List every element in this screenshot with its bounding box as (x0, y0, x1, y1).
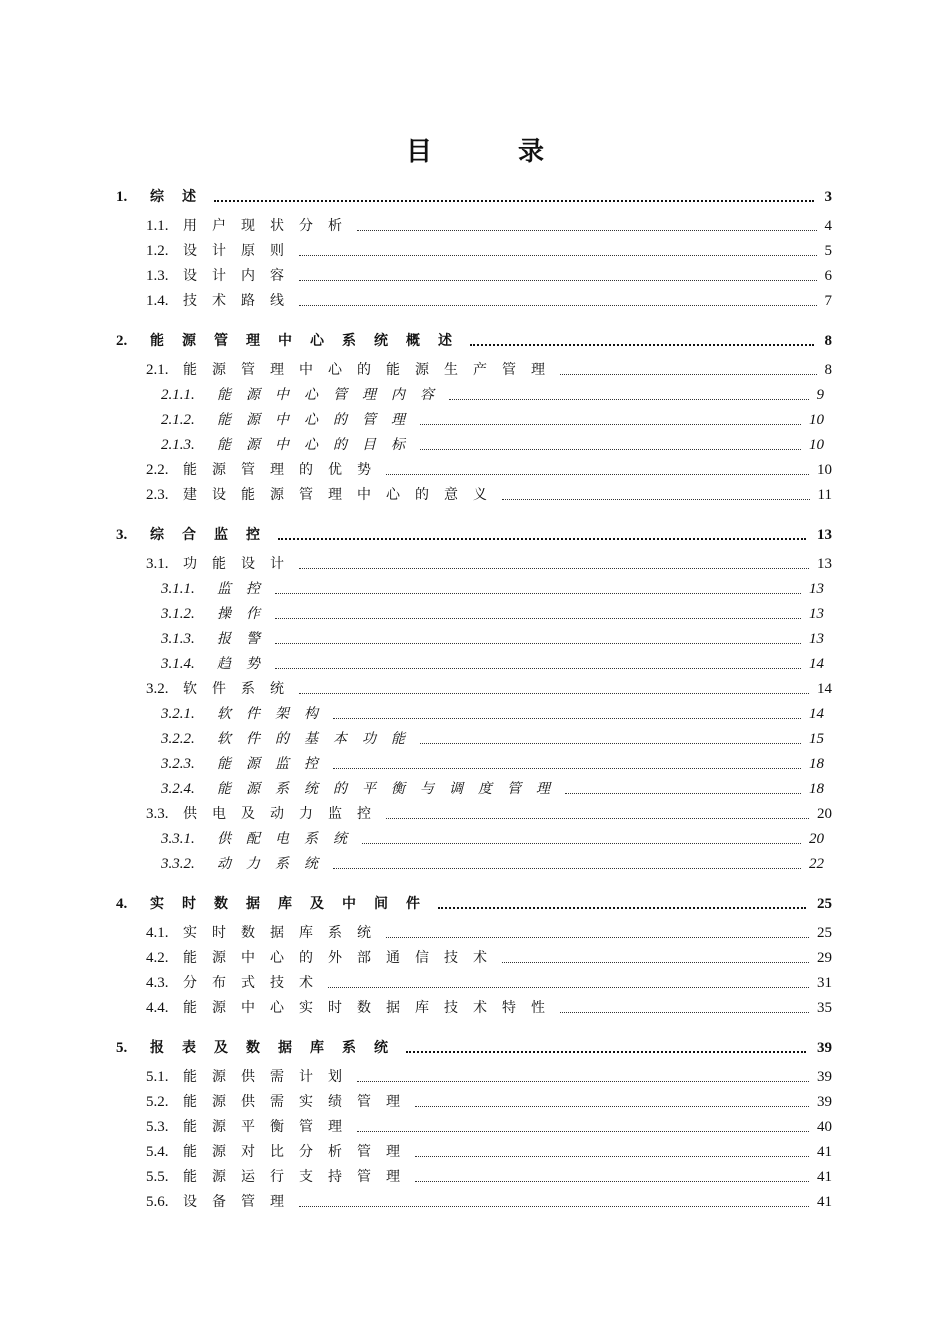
toc-entry-number: 3.2. (146, 681, 169, 697)
toc-entry-level-2[interactable] (0, 677, 950, 702)
toc-entry-level-2[interactable] (0, 358, 950, 383)
toc-entry-title: 功能设计 (183, 556, 299, 572)
toc-entry-number: 5.4. (146, 1144, 169, 1160)
toc-entry-page-number: 13 (809, 581, 824, 597)
toc-entry-title: 能源对比分析管理 (183, 1144, 415, 1160)
toc-entry-number: 2.2. (146, 462, 169, 478)
toc-entry-title: 供配电系统 (217, 831, 362, 847)
toc-entry-title: 能源中心的外部通信技术 (183, 950, 502, 966)
toc-entry-title: 软件的基本功能 (217, 731, 420, 747)
toc-entry-number: 1.1. (146, 218, 169, 234)
toc-entry-page-number: 6 (824, 268, 832, 284)
toc-entry-title: 报警 (217, 631, 275, 647)
toc-entry-level-2[interactable] (0, 946, 950, 971)
toc-entry-title: 趋势 (217, 656, 275, 672)
toc-entry-title: 监控 (217, 581, 275, 597)
toc-entry-page-number: 39 (817, 1069, 832, 1085)
toc-entry-number: 3.2.2. (161, 731, 195, 747)
page-title: 目 录 (405, 137, 574, 167)
toc-entry-number: 5. (116, 1039, 128, 1056)
toc-entry-level-2[interactable] (0, 458, 950, 483)
toc-entry-page-number: 10 (809, 412, 824, 428)
toc-entry-title: 能源管理的优势 (183, 462, 386, 478)
toc-dot-leader (560, 1011, 809, 1013)
toc-entry-title: 软件系统 (183, 681, 299, 697)
toc-entry-page-number: 31 (817, 975, 832, 991)
toc-entry-page-number: 4 (824, 218, 832, 234)
toc-entry-page-number: 39 (817, 1094, 832, 1110)
toc-entry-title: 报表及数据库系统 (150, 1039, 406, 1056)
toc-entry-page-number: 35 (817, 1000, 832, 1016)
toc-entry-number: 2. (116, 332, 128, 349)
toc-entry-level-2[interactable] (0, 239, 950, 264)
toc-entry-page-number: 20 (809, 831, 824, 847)
toc-entry-page-number: 13 (809, 631, 824, 647)
toc-dot-leader (420, 742, 801, 744)
toc-entry-page-number: 39 (817, 1039, 832, 1056)
toc-entry-level-2[interactable] (0, 1165, 950, 1190)
toc-entry-number: 4. (116, 895, 128, 912)
toc-entry-title: 软件架构 (217, 706, 333, 722)
toc-dot-leader (502, 498, 810, 500)
table-of-contents (0, 180, 950, 1215)
toc-entry-level-2[interactable] (0, 264, 950, 289)
toc-entry-number: 1.4. (146, 293, 169, 309)
toc-dot-leader (275, 592, 801, 594)
toc-entry-page-number: 25 (817, 895, 832, 912)
toc-entry-level-2[interactable] (0, 214, 950, 239)
toc-entry-number: 4.1. (146, 925, 169, 941)
toc-entry-page-number: 41 (817, 1169, 832, 1185)
toc-entry-level-3[interactable] (0, 627, 950, 652)
toc-entry-level-3[interactable] (0, 827, 950, 852)
toc-dot-leader (415, 1155, 809, 1157)
toc-entry-number: 3.3.1. (161, 831, 195, 847)
toc-dot-leader (406, 1050, 806, 1053)
toc-entry-level-3[interactable] (0, 852, 950, 877)
toc-dot-leader (449, 398, 809, 400)
toc-entry-page-number: 20 (817, 806, 832, 822)
toc-dot-leader (357, 1130, 809, 1132)
toc-entry-title: 能源管理中心的能源生产管理 (183, 362, 560, 378)
toc-entry-page-number: 14 (809, 706, 824, 722)
toc-entry-level-3[interactable] (0, 433, 950, 458)
toc-entry-level-3[interactable] (0, 777, 950, 802)
toc-entry-number: 5.2. (146, 1094, 169, 1110)
toc-dot-leader (502, 961, 809, 963)
toc-entry-title: 实时数据库及中间件 (150, 895, 438, 912)
toc-entry-page-number: 18 (809, 756, 824, 772)
toc-entry-number: 3.3.2. (161, 856, 195, 872)
toc-dot-leader (386, 936, 809, 938)
toc-entry-title: 能源供需实绩管理 (183, 1094, 415, 1110)
toc-entry-level-2[interactable] (0, 1140, 950, 1165)
toc-entry-level-3[interactable] (0, 408, 950, 433)
toc-dot-leader (299, 567, 809, 569)
toc-entry-title: 能源中心实时数据库技术特性 (183, 1000, 560, 1016)
toc-entry-level-2[interactable] (0, 921, 950, 946)
toc-entry-title: 设备管理 (183, 1194, 299, 1210)
toc-entry-level-2[interactable] (0, 996, 950, 1021)
toc-entry-number: 4.4. (146, 1000, 169, 1016)
toc-entry-title: 操作 (217, 606, 275, 622)
toc-entry-level-1[interactable] (0, 1031, 950, 1065)
toc-entry-page-number: 41 (817, 1144, 832, 1160)
toc-dot-leader (560, 373, 817, 375)
toc-entry-page-number: 14 (809, 656, 824, 672)
toc-entry-number: 1.2. (146, 243, 169, 259)
toc-entry-number: 3.1.2. (161, 606, 195, 622)
toc-entry-title: 建设能源管理中心的意义 (183, 487, 502, 503)
toc-entry-title: 供电及动力监控 (183, 806, 386, 822)
toc-entry-page-number: 40 (817, 1119, 832, 1135)
toc-entry-page-number: 25 (817, 925, 832, 941)
toc-entry-title: 能源运行支持管理 (183, 1169, 415, 1185)
toc-entry-number: 1. (116, 188, 128, 205)
toc-entry-level-1[interactable] (0, 180, 950, 214)
toc-entry-number: 4.3. (146, 975, 169, 991)
toc-entry-page-number: 8 (824, 332, 832, 349)
toc-entry-page-number: 11 (817, 487, 832, 503)
toc-entry-page-number: 29 (817, 950, 832, 966)
toc-entry-number: 3.1.4. (161, 656, 195, 672)
toc-dot-leader (470, 343, 814, 346)
toc-entry-page-number: 13 (817, 556, 832, 572)
toc-dot-leader (214, 199, 814, 202)
toc-dot-leader (299, 279, 817, 281)
toc-dot-leader (299, 304, 817, 306)
toc-entry-level-1[interactable] (0, 887, 950, 921)
toc-entry-page-number: 18 (809, 781, 824, 797)
toc-entry-number: 3.2.1. (161, 706, 195, 722)
toc-entry-page-number: 14 (817, 681, 832, 697)
toc-entry-page-number: 22 (809, 856, 824, 872)
toc-dot-leader (415, 1180, 809, 1182)
toc-entry-number: 3.3. (146, 806, 169, 822)
toc-entry-title: 能源系统的平衡与调度管理 (217, 781, 565, 797)
toc-dot-leader (328, 986, 809, 988)
toc-entry-number: 2.1.3. (161, 437, 195, 453)
toc-entry-title: 能源中心的管理 (217, 412, 420, 428)
toc-dot-leader (415, 1105, 809, 1107)
toc-dot-leader (275, 642, 801, 644)
toc-dot-leader (420, 423, 801, 425)
toc-entry-title: 能源管理中心系统概述 (150, 332, 470, 349)
toc-entry-level-2[interactable] (0, 1065, 950, 1090)
toc-entry-title: 设计原则 (183, 243, 299, 259)
toc-entry-title: 能源平衡管理 (183, 1119, 357, 1135)
toc-dot-leader (565, 792, 801, 794)
toc-entry-level-3[interactable] (0, 752, 950, 777)
toc-entry-number: 3.1.1. (161, 581, 195, 597)
toc-entry-page-number: 3 (824, 188, 832, 205)
toc-entry-level-2[interactable] (0, 1115, 950, 1140)
toc-dot-leader (438, 906, 806, 909)
toc-entry-page-number: 41 (817, 1194, 832, 1210)
toc-entry-number: 3.2.4. (161, 781, 195, 797)
toc-entry-page-number: 13 (809, 606, 824, 622)
toc-entry-level-3[interactable] (0, 652, 950, 677)
toc-dot-leader (275, 667, 801, 669)
toc-dot-leader (275, 617, 801, 619)
toc-dot-leader (362, 842, 801, 844)
toc-dot-leader (357, 1080, 809, 1082)
toc-entry-number: 2.1.2. (161, 412, 195, 428)
toc-entry-page-number: 9 (816, 387, 824, 403)
toc-entry-level-2[interactable] (0, 802, 950, 827)
toc-entry-number: 3.2.3. (161, 756, 195, 772)
toc-entry-title: 综合监控 (150, 526, 278, 543)
toc-entry-page-number: 10 (809, 437, 824, 453)
toc-entry-title: 能源供需计划 (183, 1069, 357, 1085)
toc-entry-title: 用户现状分析 (183, 218, 357, 234)
toc-entry-page-number: 8 (824, 362, 832, 378)
toc-entry-title: 技术路线 (183, 293, 299, 309)
toc-entry-level-3[interactable] (0, 577, 950, 602)
toc-dot-leader (333, 767, 801, 769)
toc-entry-number: 2.3. (146, 487, 169, 503)
toc-entry-title: 能源中心管理内容 (217, 387, 449, 403)
toc-entry-number: 4.2. (146, 950, 169, 966)
toc-entry-level-1[interactable] (0, 518, 950, 552)
toc-entry-title: 能源中心的目标 (217, 437, 420, 453)
toc-dot-leader (299, 692, 809, 694)
toc-entry-page-number: 13 (817, 526, 832, 543)
toc-dot-leader (386, 817, 809, 819)
toc-entry-level-2[interactable] (0, 971, 950, 996)
toc-entry-page-number: 10 (817, 462, 832, 478)
toc-dot-leader (299, 1205, 809, 1207)
toc-entry-title: 分布式技术 (183, 975, 328, 991)
toc-entry-number: 5.3. (146, 1119, 169, 1135)
toc-entry-title: 设计内容 (183, 268, 299, 284)
toc-entry-number: 5.1. (146, 1069, 169, 1085)
toc-entry-level-2[interactable] (0, 552, 950, 577)
toc-entry-number: 2.1. (146, 362, 169, 378)
toc-entry-number: 5.6. (146, 1194, 169, 1210)
toc-entry-level-3[interactable] (0, 727, 950, 752)
toc-entry-number: 3. (116, 526, 128, 543)
toc-dot-leader (278, 537, 806, 540)
toc-dot-leader (333, 867, 801, 869)
toc-entry-level-3[interactable] (0, 702, 950, 727)
toc-dot-leader (299, 254, 817, 256)
toc-entry-page-number: 5 (824, 243, 832, 259)
toc-dot-leader (386, 473, 809, 475)
toc-dot-leader (357, 229, 817, 231)
toc-dot-leader (333, 717, 801, 719)
toc-entry-number: 5.5. (146, 1169, 169, 1185)
toc-entry-title: 动力系统 (217, 856, 333, 872)
toc-entry-level-1[interactable] (0, 324, 950, 358)
toc-entry-number: 3.1.3. (161, 631, 195, 647)
toc-entry-level-3[interactable] (0, 602, 950, 627)
toc-entry-title: 综述 (150, 188, 214, 205)
toc-entry-level-2[interactable] (0, 1090, 950, 1115)
toc-entry-level-2[interactable] (0, 289, 950, 314)
toc-entry-level-2[interactable] (0, 483, 950, 508)
toc-entry-level-3[interactable] (0, 383, 950, 408)
toc-entry-number: 3.1. (146, 556, 169, 572)
toc-entry-page-number: 15 (809, 731, 824, 747)
toc-entry-title: 实时数据库系统 (183, 925, 386, 941)
toc-entry-page-number: 7 (824, 293, 832, 309)
toc-entry-number: 2.1.1. (161, 387, 195, 403)
toc-entry-number: 1.3. (146, 268, 169, 284)
toc-dot-leader (420, 448, 801, 450)
toc-entry-level-2[interactable] (0, 1190, 950, 1215)
toc-entry-title: 能源监控 (217, 756, 333, 772)
